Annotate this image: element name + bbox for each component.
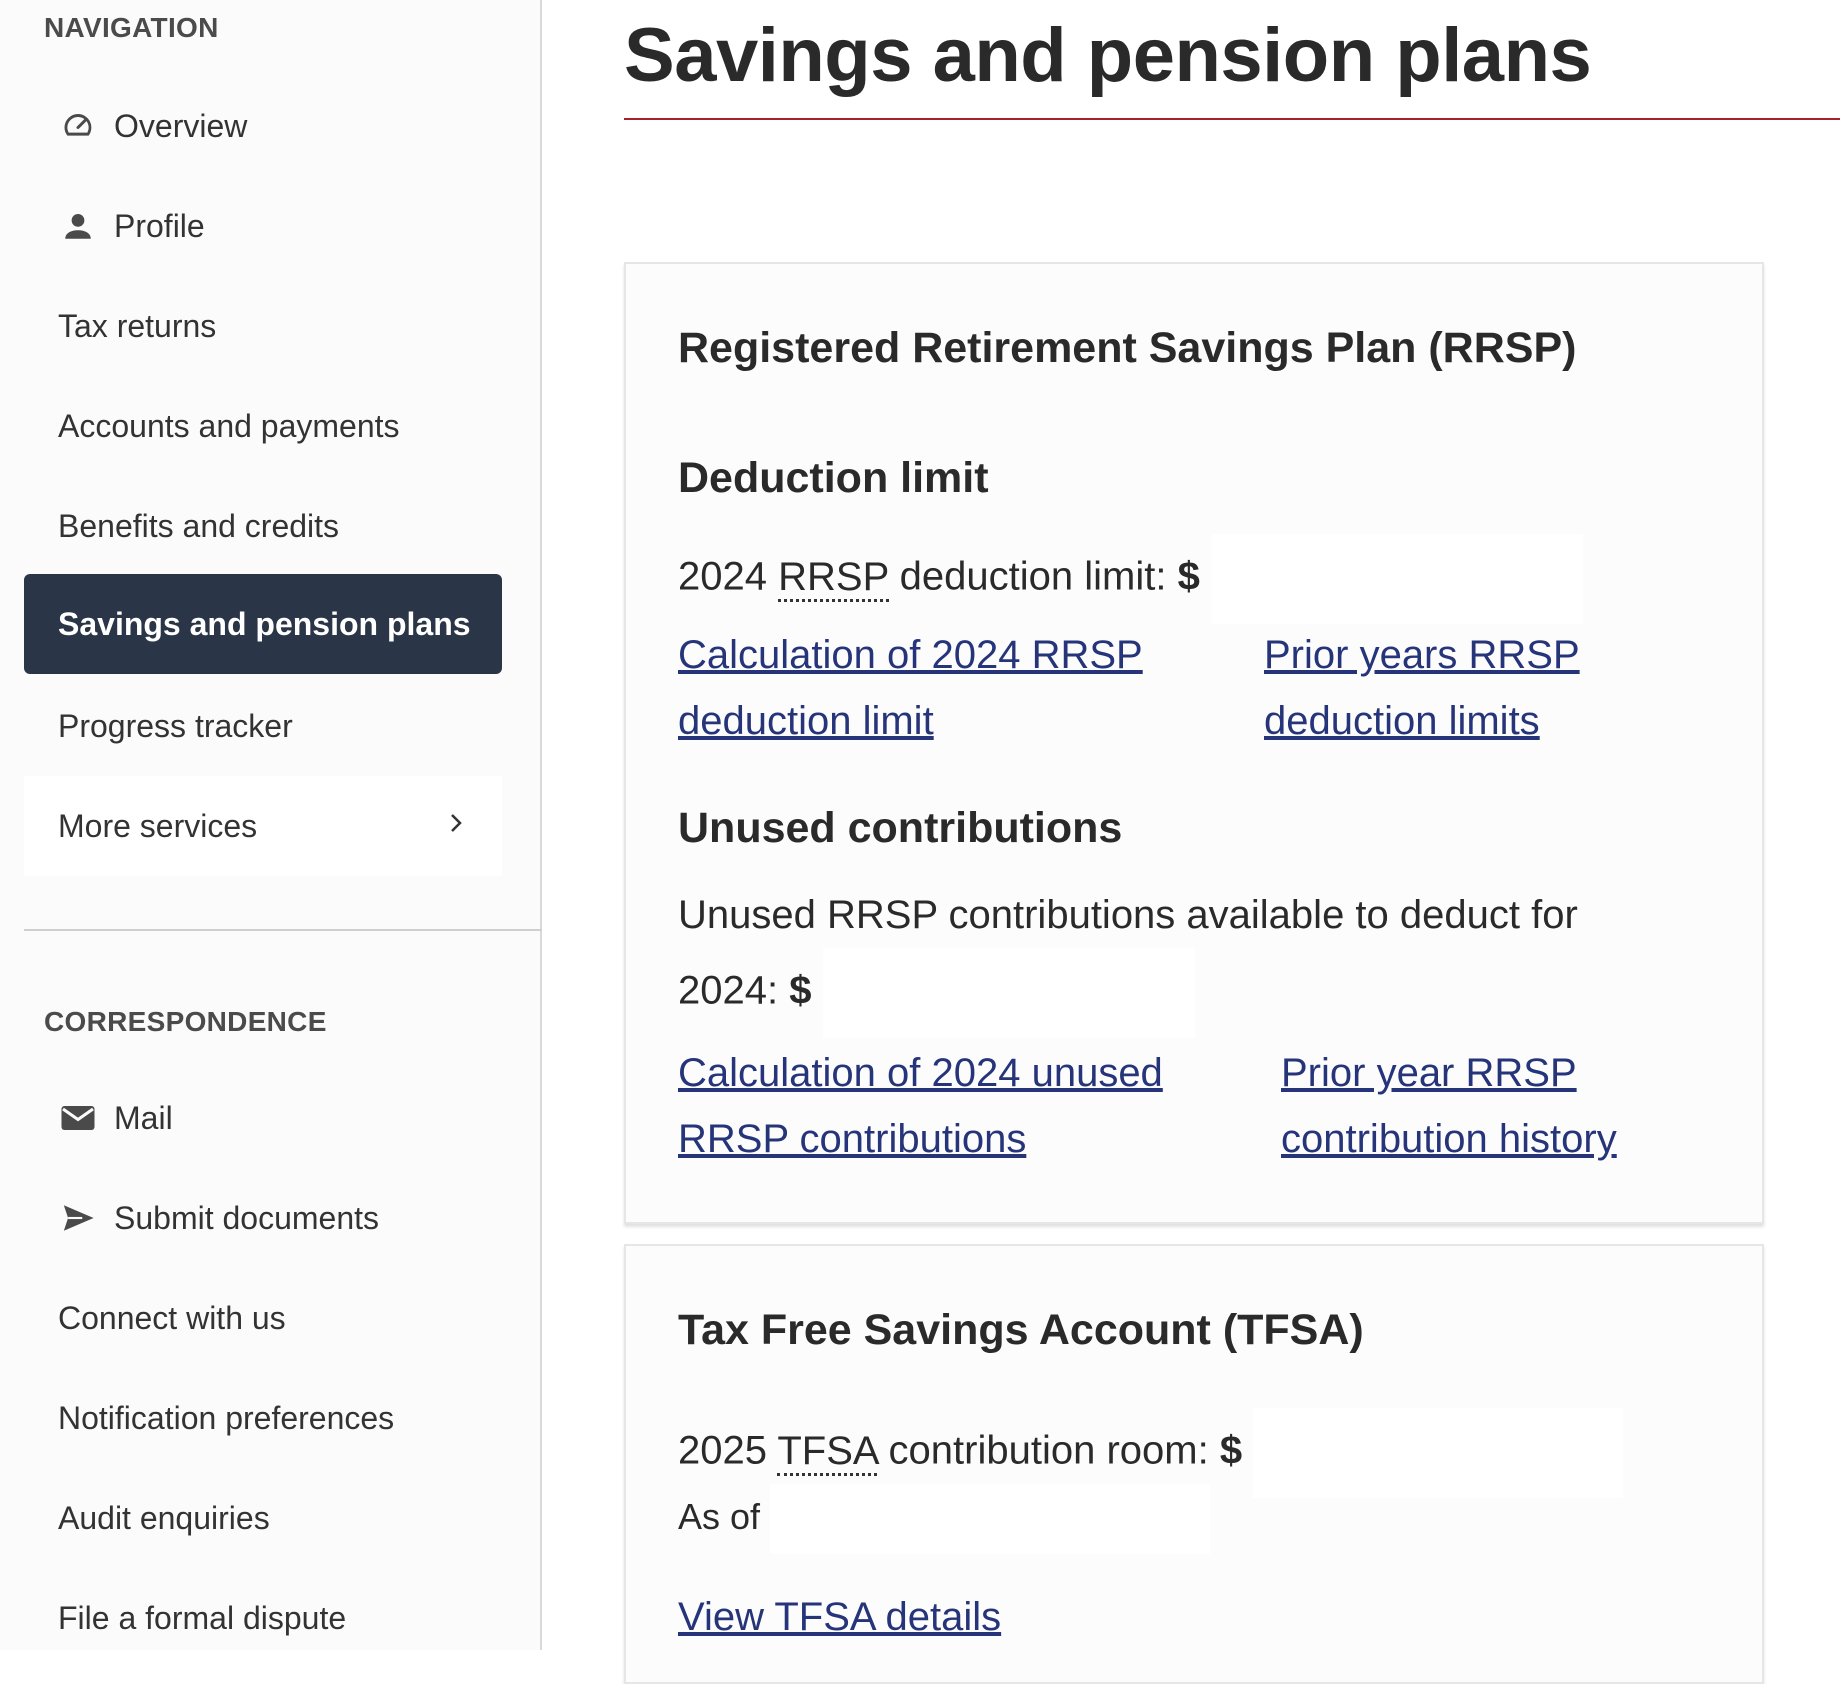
deduction-amount-redacted <box>1211 534 1583 624</box>
sidebar-item-benefits-credits[interactable] <box>24 476 502 576</box>
deduction-limit-heading: Deduction limit <box>678 454 989 502</box>
sidebar-item-savings-pension[interactable] <box>24 574 502 674</box>
sidebar-divider <box>24 929 542 931</box>
mail-icon <box>58 1098 98 1138</box>
prior-years-deduction-link[interactable] <box>1264 622 1580 754</box>
link-line: RRSP contributions <box>678 1117 1027 1161</box>
sidebar <box>0 0 542 1650</box>
link-line: Calculation of 2024 unused <box>678 1051 1163 1095</box>
prior-year-contribution-history-link[interactable] <box>1281 1040 1617 1172</box>
sidebar-item-accounts-payments[interactable] <box>24 376 502 476</box>
gauge-icon <box>58 106 98 146</box>
tfsa-as-of-text <box>678 1484 1210 1554</box>
sidebar-item-progress-tracker[interactable] <box>24 676 502 776</box>
tfsa-abbr: TFSA <box>777 1429 877 1476</box>
unused-currency: $ <box>789 968 812 1013</box>
unused-contributions-text <box>678 882 1578 1038</box>
send-icon <box>58 1198 98 1238</box>
calc-deduction-limit-link[interactable] <box>678 622 1143 754</box>
tfsa-currency: $ <box>1219 1428 1243 1473</box>
sidebar-item-label: Progress tracker <box>58 707 293 744</box>
sidebar-item-label: Overview <box>114 107 248 144</box>
sidebar-item-more-services[interactable] <box>24 776 502 876</box>
deduction-label: deduction limit: <box>899 554 1167 599</box>
sidebar-item-label: Mail <box>114 1099 173 1136</box>
sidebar-item-tax-returns[interactable] <box>24 276 502 376</box>
unused-line-1: Unused RRSP contributions available to deduct for <box>678 893 1578 937</box>
rrsp-card-title: Registered Retirement Savings Plan (RRSP) <box>678 324 1577 372</box>
deduction-currency: $ <box>1177 554 1200 599</box>
tfsa-card <box>624 1244 1764 1684</box>
unused-contributions-heading: Unused contributions <box>678 804 1123 852</box>
sidebar-item-label: Audit enquiries <box>58 1499 270 1536</box>
navigation-heading: NAVIGATION <box>44 12 219 43</box>
unused-line-2: 2024: <box>678 968 779 1013</box>
tfsa-year: 2025 <box>678 1428 767 1473</box>
sidebar-item-label: Profile <box>114 207 205 244</box>
link-line: Prior year RRSP <box>1281 1051 1577 1095</box>
link-line: deduction limit <box>678 699 934 743</box>
sidebar-item-overview[interactable] <box>24 76 502 176</box>
title-rule <box>624 118 1840 120</box>
sidebar-item-label: File a formal dispute <box>58 1599 347 1636</box>
tfsa-amount-redacted <box>1253 1408 1623 1498</box>
calc-unused-contributions-link[interactable] <box>678 1040 1163 1172</box>
sidebar-item-formal-dispute[interactable] <box>24 1568 502 1668</box>
unused-amount-redacted <box>823 948 1195 1038</box>
sidebar-item-profile[interactable] <box>24 176 502 276</box>
sidebar-item-connect[interactable] <box>24 1268 502 1368</box>
link-line: Calculation of 2024 RRSP <box>678 633 1143 677</box>
link-line: deduction limits <box>1264 699 1540 743</box>
sidebar-item-audit-enquiries[interactable] <box>24 1468 502 1568</box>
deduction-limit-text <box>678 534 1583 624</box>
view-tfsa-details-link[interactable]: View TFSA details <box>678 1595 1002 1639</box>
as-of-date-redacted <box>770 1484 1210 1554</box>
tfsa-room-label: contribution room: <box>888 1428 1209 1473</box>
link-line: contribution history <box>1281 1117 1617 1161</box>
sidebar-item-label: Connect with us <box>58 1299 286 1336</box>
link-line: Prior years RRSP <box>1264 633 1580 677</box>
sidebar-item-label: Tax returns <box>58 307 217 344</box>
tfsa-card-title: Tax Free Savings Account (TFSA) <box>678 1306 1364 1354</box>
sidebar-item-label: Savings and pension plans <box>58 605 471 642</box>
deduction-year: 2024 <box>678 554 767 599</box>
sidebar-item-label: Accounts and payments <box>58 407 400 444</box>
sidebar-item-label: Benefits and credits <box>58 507 340 544</box>
sidebar-item-notification-preferences[interactable] <box>24 1368 502 1468</box>
sidebar-item-label: Notification preferences <box>58 1399 395 1436</box>
sidebar-item-mail[interactable] <box>24 1068 502 1168</box>
rrsp-abbr: RRSP <box>778 555 888 602</box>
page-title: Savings and pension plans <box>624 13 1592 98</box>
rrsp-card <box>624 262 1764 1224</box>
sidebar-item-label: More services <box>58 807 258 844</box>
sidebar-item-label: Submit documents <box>114 1199 380 1236</box>
chevron-right-icon <box>444 808 468 845</box>
correspondence-heading: CORRESPONDENCE <box>44 1006 327 1037</box>
sidebar-item-submit-documents[interactable] <box>24 1168 502 1268</box>
person-icon <box>58 206 98 246</box>
as-of-label: As of <box>678 1496 761 1537</box>
